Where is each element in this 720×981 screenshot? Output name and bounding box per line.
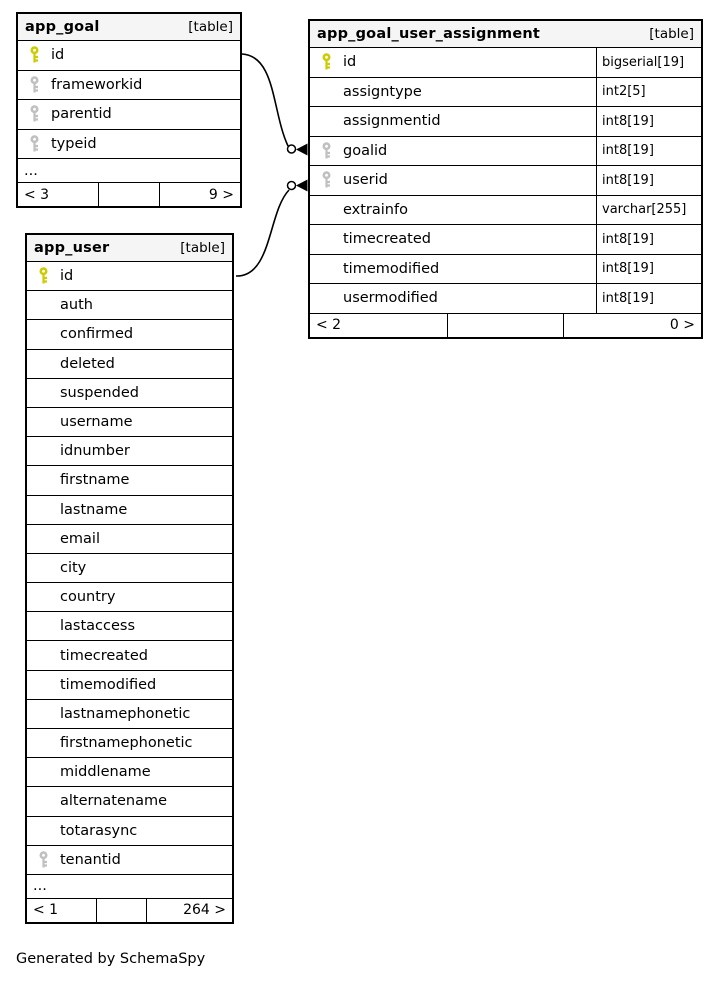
column-type: int8[19] [596, 255, 701, 284]
column-row-totarasync [27, 817, 232, 846]
column-row-timecreated [27, 641, 232, 670]
generator-credit: Generated by SchemaSpy [16, 951, 206, 967]
column-row-parentid [18, 100, 240, 130]
column-type: varchar[255] [596, 196, 701, 225]
column-name: typeid [51, 135, 97, 152]
column-row-auth [27, 291, 232, 320]
column-name: totarasync [60, 822, 138, 839]
zero-circle-icon [288, 145, 296, 153]
relationship-app-user-id-to-userid [236, 180, 308, 277]
column-type: int8[19] [596, 107, 701, 136]
column-name: country [60, 589, 116, 606]
footer-spacer [447, 314, 564, 337]
footer-spacer [98, 183, 160, 206]
table-app-goal[interactable] [16, 12, 242, 208]
column-type: bigserial[19] [596, 48, 701, 77]
primary-key-icon [39, 267, 60, 285]
column-name: parentid [51, 106, 112, 123]
column-row-id [27, 262, 232, 291]
column-name: timemodified [343, 260, 440, 277]
column-name: alternatename [60, 793, 168, 810]
column-type: int8[19] [596, 166, 701, 195]
column-name: assigntype [343, 83, 422, 100]
column-row-lastname [27, 496, 232, 525]
column-name: username [60, 414, 133, 431]
foreign-key-icon [30, 105, 51, 123]
column-row-id [310, 48, 701, 78]
zero-circle-icon [288, 182, 296, 190]
column-row-goalid [310, 137, 701, 167]
column-row-userid [310, 166, 701, 196]
crowfoot-arrow-icon [296, 180, 308, 192]
column-name: suspended [60, 384, 139, 401]
table-title[interactable]: app_user [34, 240, 110, 256]
column-name: usermodified [343, 290, 438, 307]
parent-count: < 3 [24, 186, 50, 203]
column-name: assignmentid [343, 113, 441, 130]
column-name: idnumber [60, 443, 130, 460]
primary-key-icon [30, 46, 51, 64]
column-name: lastname [60, 501, 128, 518]
table-header[interactable] [18, 14, 240, 41]
column-row-city [27, 554, 232, 583]
foreign-key-icon [322, 171, 343, 189]
column-row-extrainfo [310, 196, 701, 226]
column-name: firstname [60, 472, 130, 489]
table-app-user[interactable] [25, 233, 234, 924]
table-title[interactable]: app_goal_user_assignment [317, 26, 541, 42]
column-row-timemodified [27, 671, 232, 700]
column-name: id [60, 268, 74, 285]
column-name: timemodified [60, 676, 157, 693]
column-row-username [27, 408, 232, 437]
column-row-middlename [27, 758, 232, 787]
column-row-email [27, 525, 232, 554]
table-footer [310, 314, 701, 337]
column-row-lastnamephonetic [27, 700, 232, 729]
table-tag: [table] [180, 240, 225, 256]
column-name: timecreated [343, 231, 431, 248]
column-name: confirmed [60, 326, 134, 343]
column-name: tenantid [60, 851, 121, 868]
child-count: 264 > [183, 902, 226, 919]
child-count: 0 > [669, 317, 695, 333]
column-row-usermodified [310, 284, 701, 314]
parent-count: < 2 [316, 317, 342, 333]
column-name: goalid [343, 142, 388, 159]
column-type: int2[5] [596, 78, 701, 107]
column-name: extrainfo [343, 201, 408, 218]
column-name: email [60, 530, 100, 547]
column-row-deleted [27, 350, 232, 379]
column-type: int8[19] [596, 284, 701, 313]
column-row-timemodified [310, 255, 701, 285]
column-row-tenantid [27, 846, 232, 875]
hidden-columns-ellipsis: ... [18, 159, 240, 183]
column-row-timecreated [310, 225, 701, 255]
column-name: deleted [60, 355, 115, 372]
column-name: auth [60, 297, 93, 314]
column-row-country [27, 583, 232, 612]
foreign-key-icon [39, 851, 60, 869]
table-header[interactable] [310, 21, 701, 48]
column-row-firstname [27, 466, 232, 495]
relationship-app-goal-id-to-goalid [242, 54, 308, 156]
table-footer [27, 899, 232, 922]
table-footer [18, 183, 240, 206]
column-name: lastnamephonetic [60, 705, 191, 722]
column-name: id [51, 47, 65, 64]
column-row-frameworkid [18, 71, 240, 101]
foreign-key-icon [322, 142, 343, 160]
column-name: firstnamephonetic [60, 735, 193, 752]
column-name: city [60, 559, 87, 576]
column-name: frameworkid [51, 76, 143, 93]
hidden-columns-ellipsis: ... [27, 875, 232, 899]
column-row-firstnamephonetic [27, 729, 232, 758]
child-count: 9 > [208, 186, 234, 203]
column-row-typeid [18, 130, 240, 160]
table-tag: [table] [649, 26, 694, 42]
column-row-confirmed [27, 320, 232, 349]
column-row-assigntype [310, 78, 701, 108]
table-title[interactable]: app_goal [25, 19, 100, 35]
column-row-id [18, 41, 240, 71]
column-row-idnumber [27, 437, 232, 466]
column-row-lastaccess [27, 612, 232, 641]
column-name: timecreated [60, 647, 148, 664]
column-name: lastaccess [60, 618, 136, 635]
column-type: int8[19] [596, 137, 701, 166]
table-header[interactable] [27, 235, 232, 262]
crowfoot-arrow-icon [296, 144, 308, 156]
parent-count: < 1 [33, 902, 59, 919]
column-row-suspended [27, 379, 232, 408]
column-type: int8[19] [596, 225, 701, 254]
footer-spacer [96, 899, 147, 922]
table-app-goal-user-assignment[interactable] [308, 19, 703, 339]
column-row-alternatename [27, 787, 232, 816]
column-name: userid [343, 172, 388, 189]
column-row-assignmentid [310, 107, 701, 137]
column-name: id [343, 54, 357, 71]
table-tag: [table] [188, 19, 233, 35]
primary-key-icon [322, 53, 343, 71]
foreign-key-icon [30, 135, 51, 153]
foreign-key-icon [30, 76, 51, 94]
column-name: middlename [60, 764, 151, 781]
